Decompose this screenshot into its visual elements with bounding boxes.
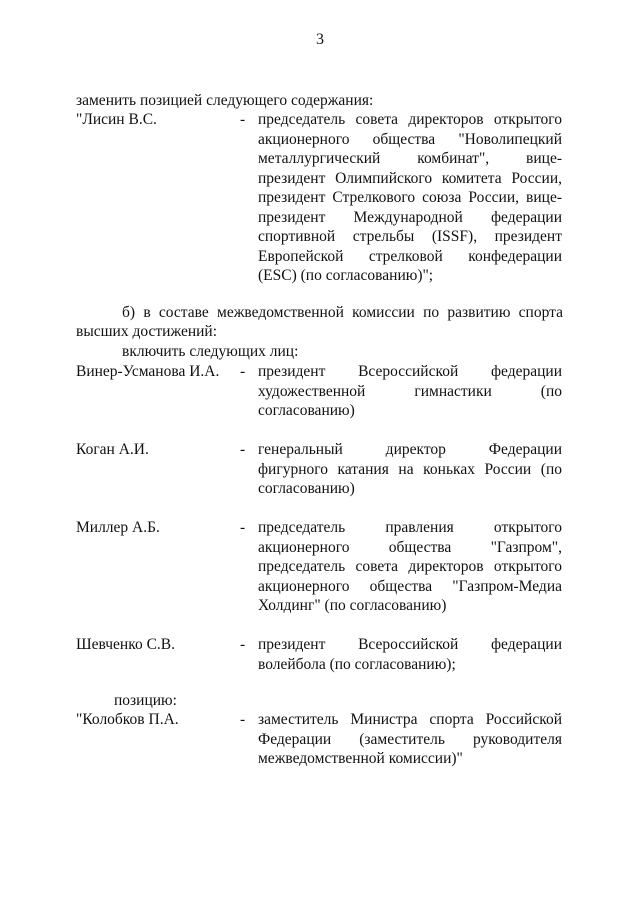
description-line: председатель правления открытого xyxy=(258,519,562,536)
description-line: фигурного катания на коньках России (по xyxy=(258,460,562,478)
description-line: Холдинг" (по согласованию) xyxy=(258,597,447,614)
description-line: Европейской стрелковой конфедерации xyxy=(258,247,562,265)
description-line: президент Олимпийского комитета России, xyxy=(258,169,562,187)
member-dash-kogan: - xyxy=(240,441,246,458)
description-line: президент Стрелкового союза России, вице- xyxy=(258,189,562,206)
description-line: Федерации (заместитель руководителя xyxy=(258,730,562,748)
member-dash-kolobkov: - xyxy=(240,711,246,728)
member-name-miller: Миллер А.Б. xyxy=(76,519,160,536)
description-line: художественной гимнастики (по xyxy=(258,382,562,400)
section-b-line2: высших достижений: xyxy=(76,323,218,340)
page-number: 3 xyxy=(316,31,324,48)
description-line: президент Всероссийской федерации xyxy=(258,636,562,653)
member-description-miller xyxy=(258,518,562,616)
member-dash-miller: - xyxy=(240,519,246,536)
description-line: (ESC) (по согласованию)"; xyxy=(258,267,434,284)
member-dash-viner: - xyxy=(240,363,246,380)
description-line: акционерного общества "Новолипецкий xyxy=(258,130,562,148)
description-line: акционерного общества "Газпром-Медиа xyxy=(258,577,562,595)
member-name-kolobkov: "Колобков П.А. xyxy=(76,711,179,728)
member-description-kogan xyxy=(258,440,562,499)
description-line: президент Международной федерации xyxy=(258,208,562,226)
member-name-viner: Винер-Усманова И.А. xyxy=(76,363,220,380)
description-line: согласованию) xyxy=(258,480,355,497)
member-description-kolobkov xyxy=(258,710,562,769)
description-line: заместитель Министра спорта Российской xyxy=(258,711,562,728)
member-description-viner xyxy=(258,362,562,421)
member-name-kogan: Коган А.И. xyxy=(76,441,149,458)
description-line: генеральный директор Федерации xyxy=(258,441,562,458)
include-label: включить следующих лиц: xyxy=(122,343,299,360)
member-name-lisin: "Лисин В.С. xyxy=(76,111,157,128)
member-description-shevchenko xyxy=(258,635,562,674)
member-description-lisin xyxy=(258,110,562,286)
member-dash-shevchenko: - xyxy=(240,636,246,653)
intro-text: заменить позицией следующего содержания: xyxy=(76,92,374,109)
description-line: волейбола (по согласованию); xyxy=(258,655,456,673)
description-line: спортивной стрельбы (ISSF), президент xyxy=(258,228,562,245)
description-line: согласованию) xyxy=(258,402,355,419)
description-line: председатель совета директоров открытого xyxy=(258,111,562,128)
member-dash-lisin: - xyxy=(240,111,246,128)
member-name-shevchenko: Шевченко С.В. xyxy=(76,636,176,653)
description-line: межведомственной комиссии)" xyxy=(258,750,463,767)
description-line: акционерного общества "Газпром", xyxy=(258,538,562,556)
position-label: позицию: xyxy=(114,692,177,709)
description-line: металлургический комбинат", вице- xyxy=(258,150,562,167)
section-b-line1: б) в составе межведомственной комиссии по развитию спорта xyxy=(122,304,563,321)
description-line: председатель совета директоров открытого xyxy=(258,558,562,575)
description-line: президент Всероссийской федерации xyxy=(258,363,562,380)
